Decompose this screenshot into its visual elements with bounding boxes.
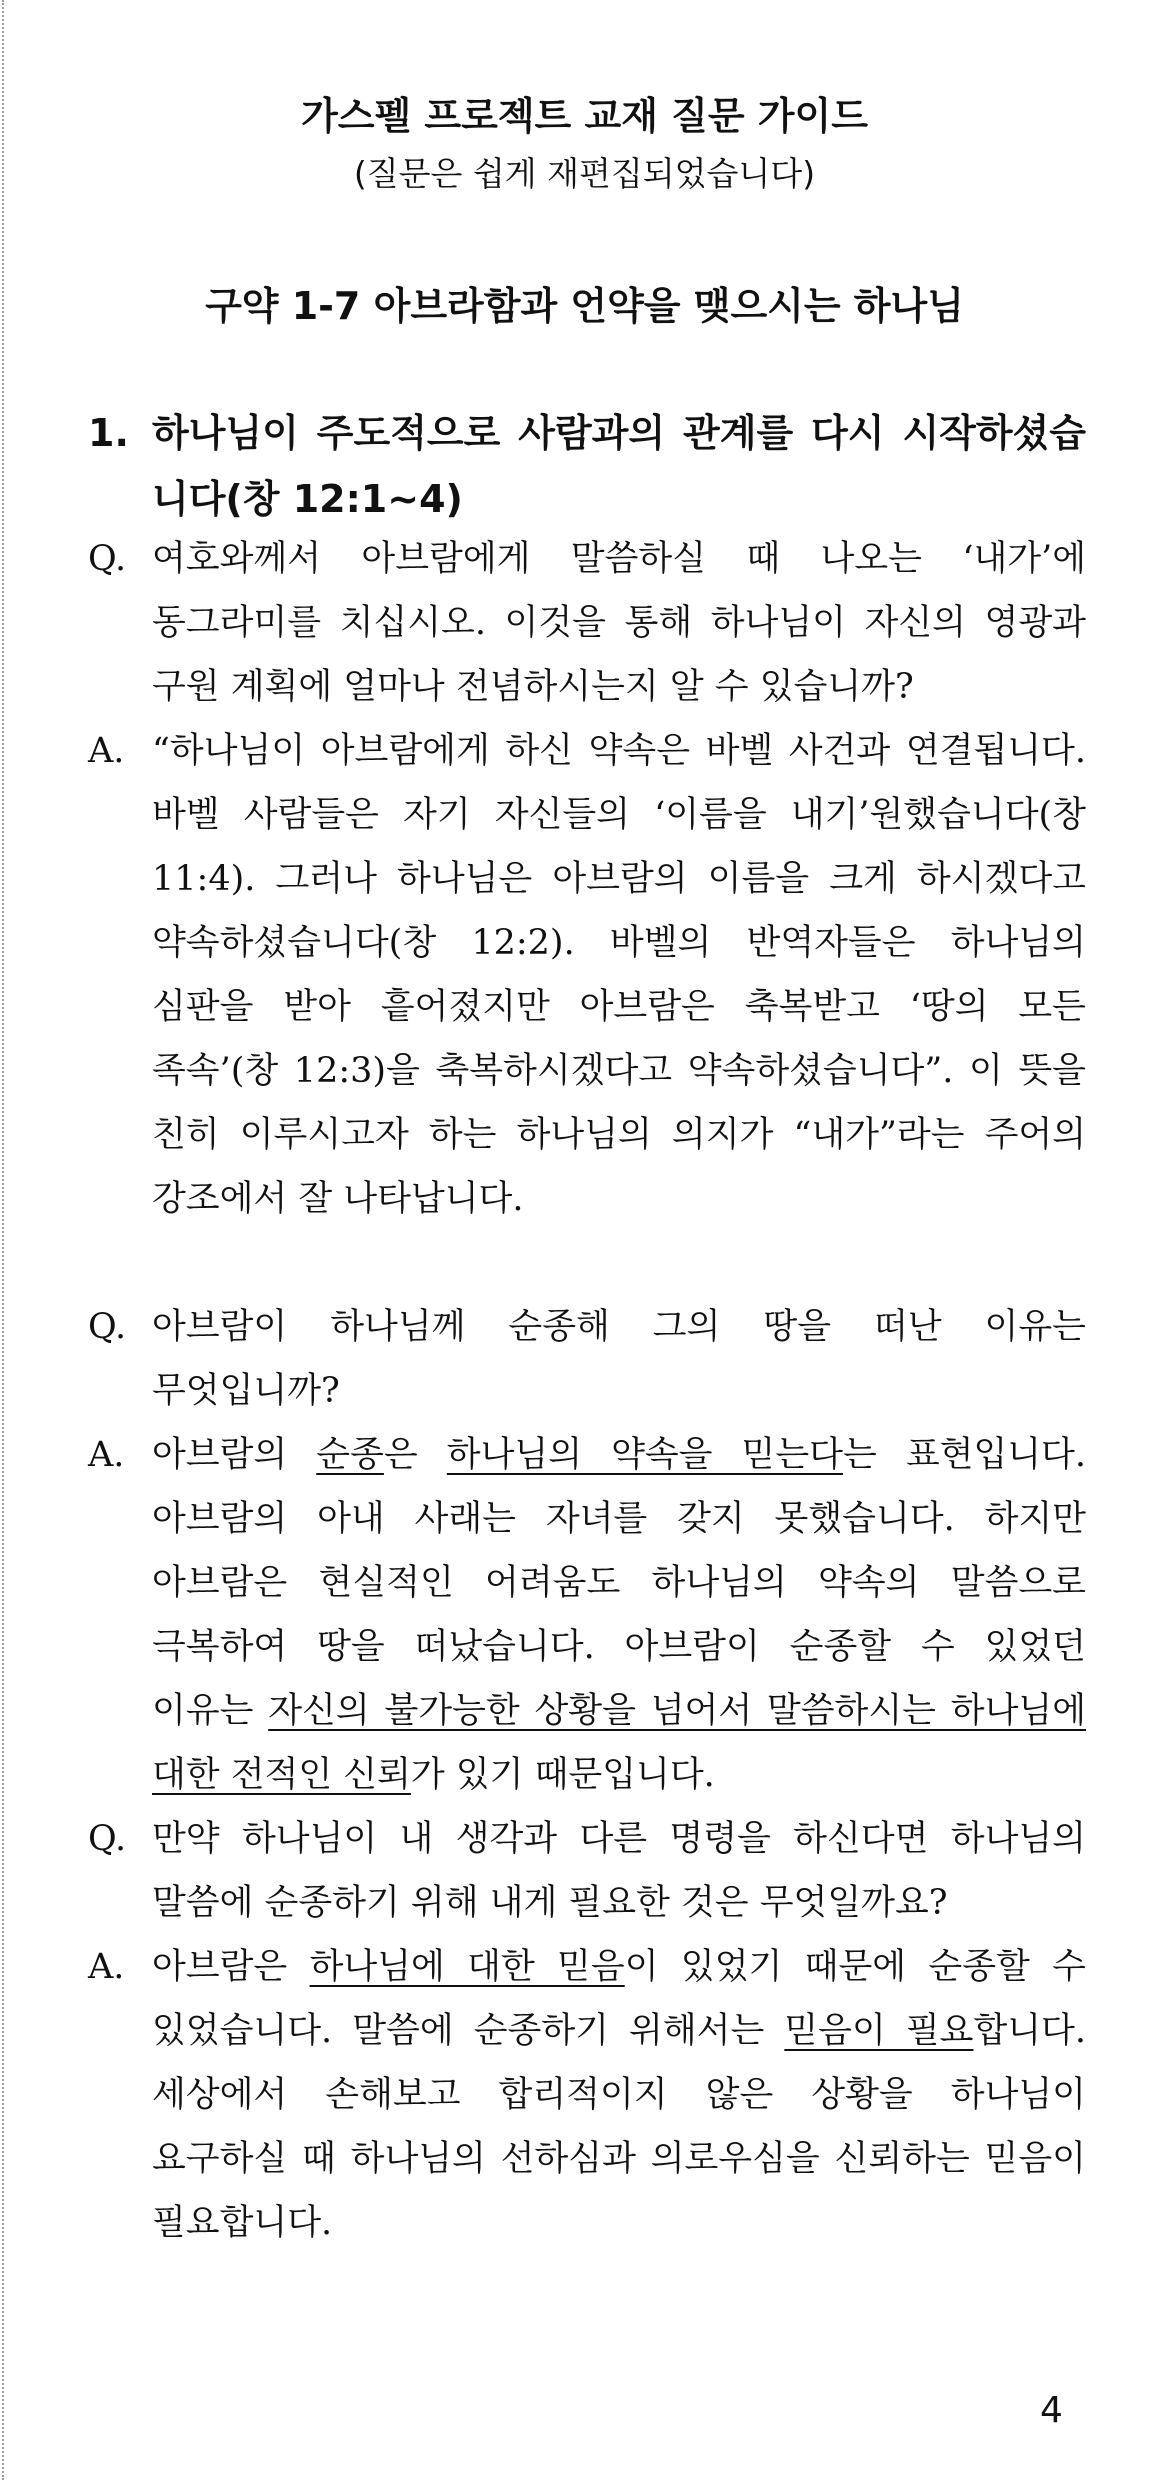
text-run: 합니다. 세상에서 손해보고 합리적이지 않은 상황을 하나님이 요구하실 때 하나님의 선하심과 의로우심을 신뢰하는 믿음이 필요합니다.	[152, 2011, 1086, 2243]
answer-marker: A.	[88, 731, 125, 771]
text-run: 여호와께서 아브람에게 말씀하실 때 나오는 ‘내가’에 동그라미를 치십시오. 이것을 통해 하나님이 자신의 영광과 구원 계획에 얼마나 전념하시는지 알 수 있습니까?	[152, 539, 1086, 707]
underlined-phrase: 자신의 불가능한 상황을 넘어서 말씀하시는 하나님에 대한 전적인 신뢰	[152, 1691, 1087, 1795]
answer-text	[88, 1935, 1086, 2255]
answer-marker: A.	[88, 1947, 125, 1987]
text-run: 아브람은	[152, 1947, 310, 1987]
text-run: 만약 하나님이 내 생각과 다른 명령을 하신다면 하나님의 말씀에 순종하기 위해 내게 필요한 것은 무엇일까요?	[152, 1819, 1086, 1923]
lesson-title: 구약 1-7 아브라함과 언약을 맺으시는 하나님	[205, 284, 964, 328]
section-heading-text: 하나님이 주도적으로 사람과의 관계를 다시 시작하셨습니다(창 12:1~4)	[152, 411, 1086, 521]
underlined-phrase: 순종	[316, 1435, 384, 1475]
question-marker: Q.	[88, 1819, 127, 1859]
question-2	[88, 1295, 1086, 1423]
question-marker: Q.	[88, 1307, 127, 1347]
answer-marker: A.	[88, 1435, 125, 1475]
text-run: 아브람이 하나님께 순종해 그의 땅을 떠난 이유는 무엇입니까?	[152, 1307, 1086, 1411]
answer-3	[88, 1935, 1086, 2255]
section-heading	[88, 400, 1086, 532]
question-marker: Q.	[88, 539, 127, 579]
question-3	[88, 1807, 1086, 1935]
answer-2	[88, 1423, 1086, 1807]
text-run: 아브람의	[152, 1435, 317, 1475]
document-title: 가스펠 프로젝트 교재 질문 가이드	[301, 94, 868, 138]
text-run: “하나님이 아브람에게 하신 약속은 바벨 사건과 연결됩니다. 바벨 사람들은 자기 자신들의 ‘이름을 내기’원했습니다(창 11:4). 그러나 하나님은 아브람의 이름을 크게 하시겠다고 약속하셨습니다(창 12:2). 바벨의 반역자들은 하나님의 심판을 받아 흩어졌지만 아브람은 축복받고 ‘땅의 모든 족속’(창 12:3)을 축복하시겠다고 약속하셨습니다”. 이 뜻을 친히 이루시고자 하는 하나님의 의지가 “내가”라는 주어의 강조에서 잘 나타납니다.	[152, 731, 1086, 1219]
question-text	[88, 1807, 1086, 1935]
answer-1	[88, 719, 1086, 1231]
underlined-phrase: 믿음이 필요	[784, 2011, 974, 2051]
document-subtitle: (질문은 쉽게 재편집되었습니다)	[353, 154, 816, 193]
section-number: 1.	[88, 411, 129, 455]
text-run: 가 있기 때문입니다.	[410, 1755, 715, 1795]
question-text	[88, 527, 1086, 719]
page-margin-rule	[2, 0, 4, 2480]
question-1	[88, 527, 1086, 719]
underlined-phrase: 하나님에 대한 믿음	[309, 1947, 625, 1987]
text-run: 는 표현입니다. 아브람의 아내 사래는 자녀를 갖지 못했습니다. 하지만 아브람은 현실적인 어려움도 하나님의 약속의 말씀으로 극복하여 땅을 떠났습니다. 아브람이 순종할 수 있었던 이유는	[152, 1435, 1086, 1731]
answer-text	[88, 719, 1086, 1231]
text-run: 이 있었기 때문에 순종할 수 있었습니다. 말씀에 순종하기 위해서는	[152, 1947, 1086, 2051]
underlined-phrase: 하나님의 약속을 믿는다	[446, 1435, 843, 1475]
answer-text	[88, 1423, 1086, 1807]
text-run: 은	[383, 1435, 447, 1475]
page-number: 4	[1040, 2390, 1063, 2431]
question-text	[88, 1295, 1086, 1423]
